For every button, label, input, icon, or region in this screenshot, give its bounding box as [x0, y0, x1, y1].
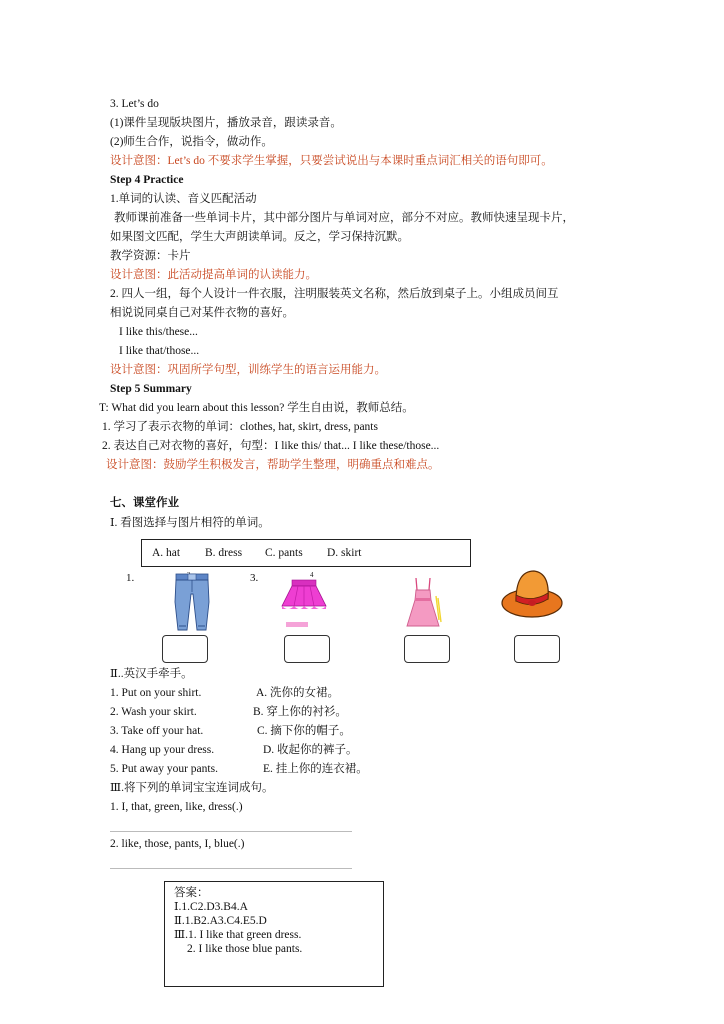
match-right-e: E. 挂上你的连衣裙。 — [263, 763, 368, 775]
option-d: D. skirt — [327, 547, 362, 559]
option-c: C. pants — [265, 547, 303, 559]
summary-question: T: What did you learn about this lesson? 学生自由说，教师总结。 — [99, 402, 414, 414]
part3-title: Ⅲ.将下列的单词宝宝连词成句。 — [110, 782, 274, 794]
lets-do-step-2: (2)师生合作，说指令，做动作。 — [110, 136, 273, 148]
answer-line-2[interactable] — [110, 868, 352, 869]
answer-key-part3-1: Ⅲ.1. I like that green dress. — [174, 929, 302, 941]
match-right-d: D. 收起你的裤子。 — [263, 744, 358, 756]
step4-item-2b: 相说说同桌自己对某件衣物的喜好。 — [110, 307, 294, 319]
step4-paragraph-2: 如果图文匹配，学生大声朗读单词。反之，学习保持沉默。 — [110, 231, 409, 243]
design-note-3: 设计意图：巩固所学句型，训练学生的语言运用能力。 — [110, 364, 386, 376]
option-b: B. dress — [205, 547, 243, 559]
part1-title: Ⅰ. 看图选择与图片相符的单词。 — [110, 517, 270, 529]
answer-box-1[interactable] — [162, 635, 208, 663]
part3-question-1: 1. I, that, green, like, dress(.) — [110, 801, 243, 813]
match-left-1: 1. Put on your shirt. — [110, 687, 202, 699]
match-left-3: 3. Take off your hat. — [110, 725, 204, 737]
match-right-c: C. 摘下你的帽子。 — [257, 725, 351, 737]
answer-key-part3-2: 2. I like those blue pants. — [187, 943, 303, 955]
pants-picture — [172, 572, 212, 634]
step4-item-1: 1.单词的认读、音义匹配活动 — [110, 193, 257, 205]
summary-item-2: 2. 表达自己对衣物的喜好，句型：I like this/ that... I like these/those... — [102, 440, 440, 452]
summary-item-1: 1. 学习了表示衣物的单词：clothes, hat, skirt, dress, pants — [102, 421, 378, 433]
answer-key-part1: Ⅰ.1.C2.D3.B4.A — [174, 901, 248, 913]
sentence-pattern-1: I like this/these... — [119, 326, 198, 338]
skirt-picture — [280, 578, 330, 632]
part3-question-2: 2. like, those, pants, I, blue(.) — [110, 838, 245, 850]
lets-do-title: 3. Let’s do — [110, 98, 159, 110]
teaching-resource: 教学资源：卡片 — [110, 250, 191, 262]
step5-title: Step 5 Summary — [110, 383, 192, 395]
answer-box-4[interactable] — [514, 635, 560, 663]
picture-label-3: 3. — [250, 572, 259, 584]
step4-paragraph-1: 教师课前准备一些单词卡片，其中部分图片与单词对应，部分不对应。教师快速呈现卡片， — [114, 212, 574, 224]
design-note-1: 设计意图：Let’s do 不要求学生掌握，只要尝试说出与本课时重点词汇相关的语句即可。 — [110, 155, 553, 167]
homework-title: 七、课堂作业 — [110, 497, 179, 509]
match-left-5: 5. Put away your pants. — [110, 763, 218, 775]
option-a: A. hat — [152, 547, 181, 559]
answer-box-3[interactable] — [404, 635, 450, 663]
answer-key-heading: 答案： — [174, 887, 209, 899]
word-choice-box — [141, 539, 471, 567]
answer-key-part2: Ⅱ.1.B2.A3.C4.E5.D — [174, 915, 267, 927]
step4-title: Step 4 Practice — [110, 174, 184, 186]
design-note-4: 设计意图：鼓励学生积极发言，帮助学生整理，明确重点和难点。 — [106, 459, 440, 471]
answer-box-2[interactable] — [284, 635, 330, 663]
part2-title: Ⅱ..英汉手牵手。 — [110, 668, 193, 680]
dress-picture — [403, 576, 447, 632]
match-right-a: A. 洗你的女裙。 — [256, 687, 340, 699]
design-note-2: 设计意图：此活动提高单词的认读能力。 — [110, 269, 317, 281]
answer-key-box — [164, 881, 384, 987]
sentence-pattern-2: I like that/those... — [119, 345, 200, 357]
answer-line-1[interactable] — [110, 831, 352, 832]
picture-label-4: 4 — [310, 571, 314, 579]
step4-item-2a: 2. 四人一组，每个人设计一件衣服，注明服装英文名称，然后放到桌子上。小组成员间互 — [110, 288, 559, 300]
match-right-b: B. 穿上你的衬衫。 — [253, 706, 347, 718]
hat-picture — [500, 565, 564, 621]
lets-do-step-1: (1)课件呈现版块图片，播放录音，跟读录音。 — [110, 117, 342, 129]
match-left-2: 2. Wash your skirt. — [110, 706, 197, 718]
match-left-4: 4. Hang up your dress. — [110, 744, 215, 756]
picture-label-1: 1. — [126, 572, 135, 584]
